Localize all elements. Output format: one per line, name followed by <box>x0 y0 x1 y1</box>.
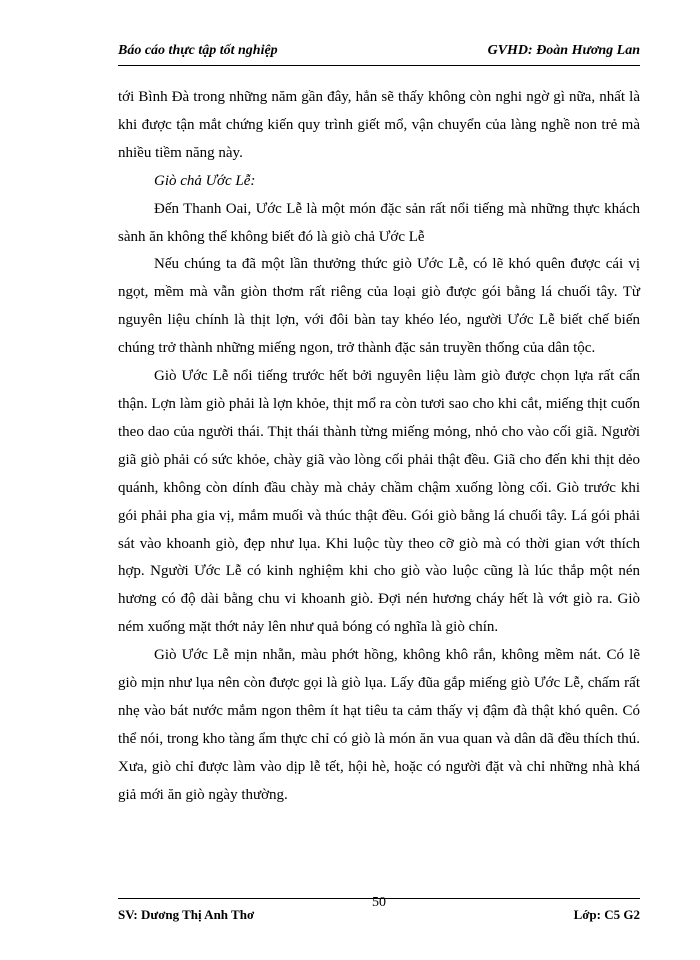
header-advisor: GVHD: Đoàn Hương Lan <box>487 43 640 58</box>
header-report-title: Báo cáo thực tập tốt nghiệp <box>118 43 278 58</box>
paragraph-continuation: tới Bình Đà trong những năm gần đây, hẳn sẽ thấy không còn nghi ngờ gì nữa, nhất là khi được tận mắt chứng kiến quy trình giết mổ, vận chuyển của làng nghề non trẻ mà nhiều tiềm năng này. <box>118 89 640 161</box>
paragraph: Nếu chúng ta đã một lần thưởng thức giò Ước Lễ, có lẽ khó quên được cái vị ngọt, mềm mà vẫn giòn thơm rất riêng của loại giò được gói bằng lá chuối tây. Từ nguyên liệu chính là thịt lợn, với đôi bàn tay khéo léo, người Ước Lễ biết chế biến chúng trở thành những miếng ngon, trở thành đặc sản truyền thống của dân tộc. <box>118 256 640 357</box>
section-subheading: Giò chả Ước Lễ: <box>154 172 256 189</box>
page-header <box>118 40 640 66</box>
page-footer <box>118 895 640 924</box>
footer-class: Lớp: C5 G2 <box>573 907 640 922</box>
paragraph: Giò Ước Lễ mịn nhẵn, màu phớt hồng, không khô rắn, không mềm nát. Có lẽ giò mịn như lụa nên còn được gọi là giò lụa. Lấy đũa gắp miếng giò Ước Lễ, chấm rất nhẹ vào bát nước mắm ngon thêm ít hạt tiêu ta cảm thấy vị đậm đà thật khó quên. Có thể nói, trong kho tàng ẩm thực chỉ có giò là món ăn vua quan và dân dã đều thích thú. Xưa, giò chỉ được làm vào dịp lễ tết, hội hè, hoặc có người đặt và chỉ những nhà khá giả mới ăn giò ngày thường. <box>118 647 640 803</box>
paragraph: Đến Thanh Oai, Ước Lễ là một món đặc sản rất nổi tiếng mà những thực khách sành ăn không thể không biết đó là giò chả Ước Lễ <box>118 200 640 245</box>
footer-student: SV: Dương Thị Anh Thơ <box>118 907 255 922</box>
page-number: 50 <box>372 895 386 910</box>
paragraph: Giò Ước Lễ nổi tiếng trước hết bởi nguyên liệu làm giò được chọn lựa rất cẩn thận. Lợn làm giò phải là lợn khỏe, thịt mổ ra còn tươi sao cho khi cắt, miếng thịt cuốn theo dao của người thái. Thịt thái thành từng miếng mỏng, nhỏ cho vào cối giã. Người giã giò phải có sức khỏe, chày giã vào lòng cối phải thật đều. Giã cho đến khi thịt dẻo quánh, không còn dính đầu chày mà chảy chầm chậm xuống lòng cối. Giò trước khi gói phải pha gia vị, mắm muối và thúc thật đều. Gói giò bằng lá chuối tây. Lá gói phải sát vào khoanh giò, đẹp như lụa. Khi luộc tùy theo cỡ giò mà có thời gian vớt thích hợp. Người Ước Lễ có kinh nghiệm khi cho giò vào luộc cũng là lúc thắp một nén hương có độ dài bằng chu vi khoanh giò. Đợi nén hương cháy hết là vớt giò ra. Giò ném xuống mặt thớt nảy lên như quả bóng có nghĩa là giò chín. <box>118 368 640 636</box>
document-body <box>118 84 640 810</box>
